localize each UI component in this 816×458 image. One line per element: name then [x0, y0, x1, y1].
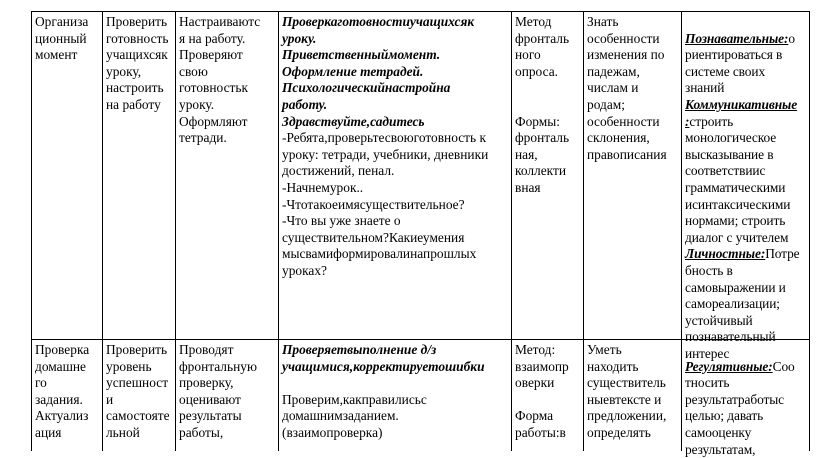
row1-content-heading-7: Здравствуйте,садитесь [282, 113, 425, 129]
row1-result: Знать особенности изменения по падежам, числам и родам; особенности склонения, правописания [587, 14, 667, 162]
row2-content-line-4: (взаимопроверка) [282, 424, 383, 440]
row1-uud [682, 13, 809, 361]
table-top-border [31, 11, 810, 12]
row1-content-line-5: -Чтотакоеимясуществительное? [282, 196, 465, 212]
uud-regulative-heading: Регулятивные: [685, 358, 773, 374]
row1-content-line-9: уроках? [282, 262, 327, 278]
row2-student-activity: Проводят фронтальную проверку, оценивают результаты работы, [179, 342, 257, 440]
row2-uud [682, 341, 809, 457]
row1-content-line-7: существительном?Какиеумения [282, 229, 465, 245]
row1-content-heading-3: Приветственныймомент. [282, 47, 441, 63]
row1-content-heading-6: работу. [282, 96, 328, 112]
uud-communicative-heading: Коммуникативные : [685, 96, 798, 129]
row1-content-line-3: достижений, пенал. [282, 163, 395, 179]
row1-content-heading-1: Проверкаготовностиучащихсяк [282, 14, 475, 29]
col-border-7 [809, 11, 810, 451]
row2-method: Метод: взаимопр оверки Форма работы:в [515, 342, 569, 440]
row2-content-heading-1: Проверяетвыполнение д/з [282, 342, 437, 357]
uud-communicative-text: строить монологическое высказывание в соответствиис грамматическими исинтаксическими нормами; строить диалог с учителем [685, 113, 791, 245]
row1-stage: Организа ционный момент [35, 14, 89, 63]
row2-content-line-1 [282, 375, 511, 392]
row2-content-heading-2: учащимися,корректируетошибки [282, 358, 485, 374]
uud-personal-text: Потре бность в самовыражении и самореализации; устойчивый познавательный интерес [685, 246, 800, 361]
uud-cognitive-text: о риентироваться в системе своих знаний [685, 30, 795, 96]
row1-content [279, 13, 511, 338]
row1-content-line-1: -Ребята,проверьтесвоюготовность к [282, 130, 486, 146]
row2-content-line-3: домашнимзаданием. [282, 408, 399, 424]
row1-content-line-8: мысвамиформировалинапрошлых [282, 246, 477, 262]
uud-personal-heading: Личностные: [685, 246, 766, 262]
row1-content-heading-5: Психологическийнастройна [282, 80, 451, 96]
row2-content-line-2: Проверим,какправилисьс [282, 391, 427, 407]
row1-student-activity: Настраиваютс я на работу. Проверяют свою готовностьк уроку. Оформляют тетради. [179, 14, 261, 146]
uud-cognitive-heading: Познавательные: [685, 30, 789, 46]
row2-result: Уметь находить существитель ныевтексте и предложении, определять [587, 342, 667, 440]
row1-method: Метод фронталь ного опроса. Формы: фронталь ная, коллекти вная [515, 14, 570, 195]
row2-teacher-goal: Проверить уровень успешност и самостояте льной [106, 342, 170, 440]
row1-content-line-2: уроку: тетради, учебники, дневники [282, 146, 489, 162]
row2-content [279, 341, 511, 451]
row1-content-line-6: -Что вы уже знаете о [282, 213, 401, 229]
uud-regulative-text: Соо тносить результатработыс целью; давать самооценку результатам, [685, 358, 795, 457]
row1-content-line-4: -Начнемурок.. [282, 179, 364, 195]
row1-content-heading-2: уроку. [282, 30, 317, 46]
row1-content-heading-4: Оформление тетрадей. [282, 63, 424, 79]
row2-stage: Проверка домашне го задания. Актуализ ация [35, 342, 90, 440]
row1-teacher-goal: Проверить готовность учащихсяк уроку, настроить на работу [106, 14, 169, 112]
